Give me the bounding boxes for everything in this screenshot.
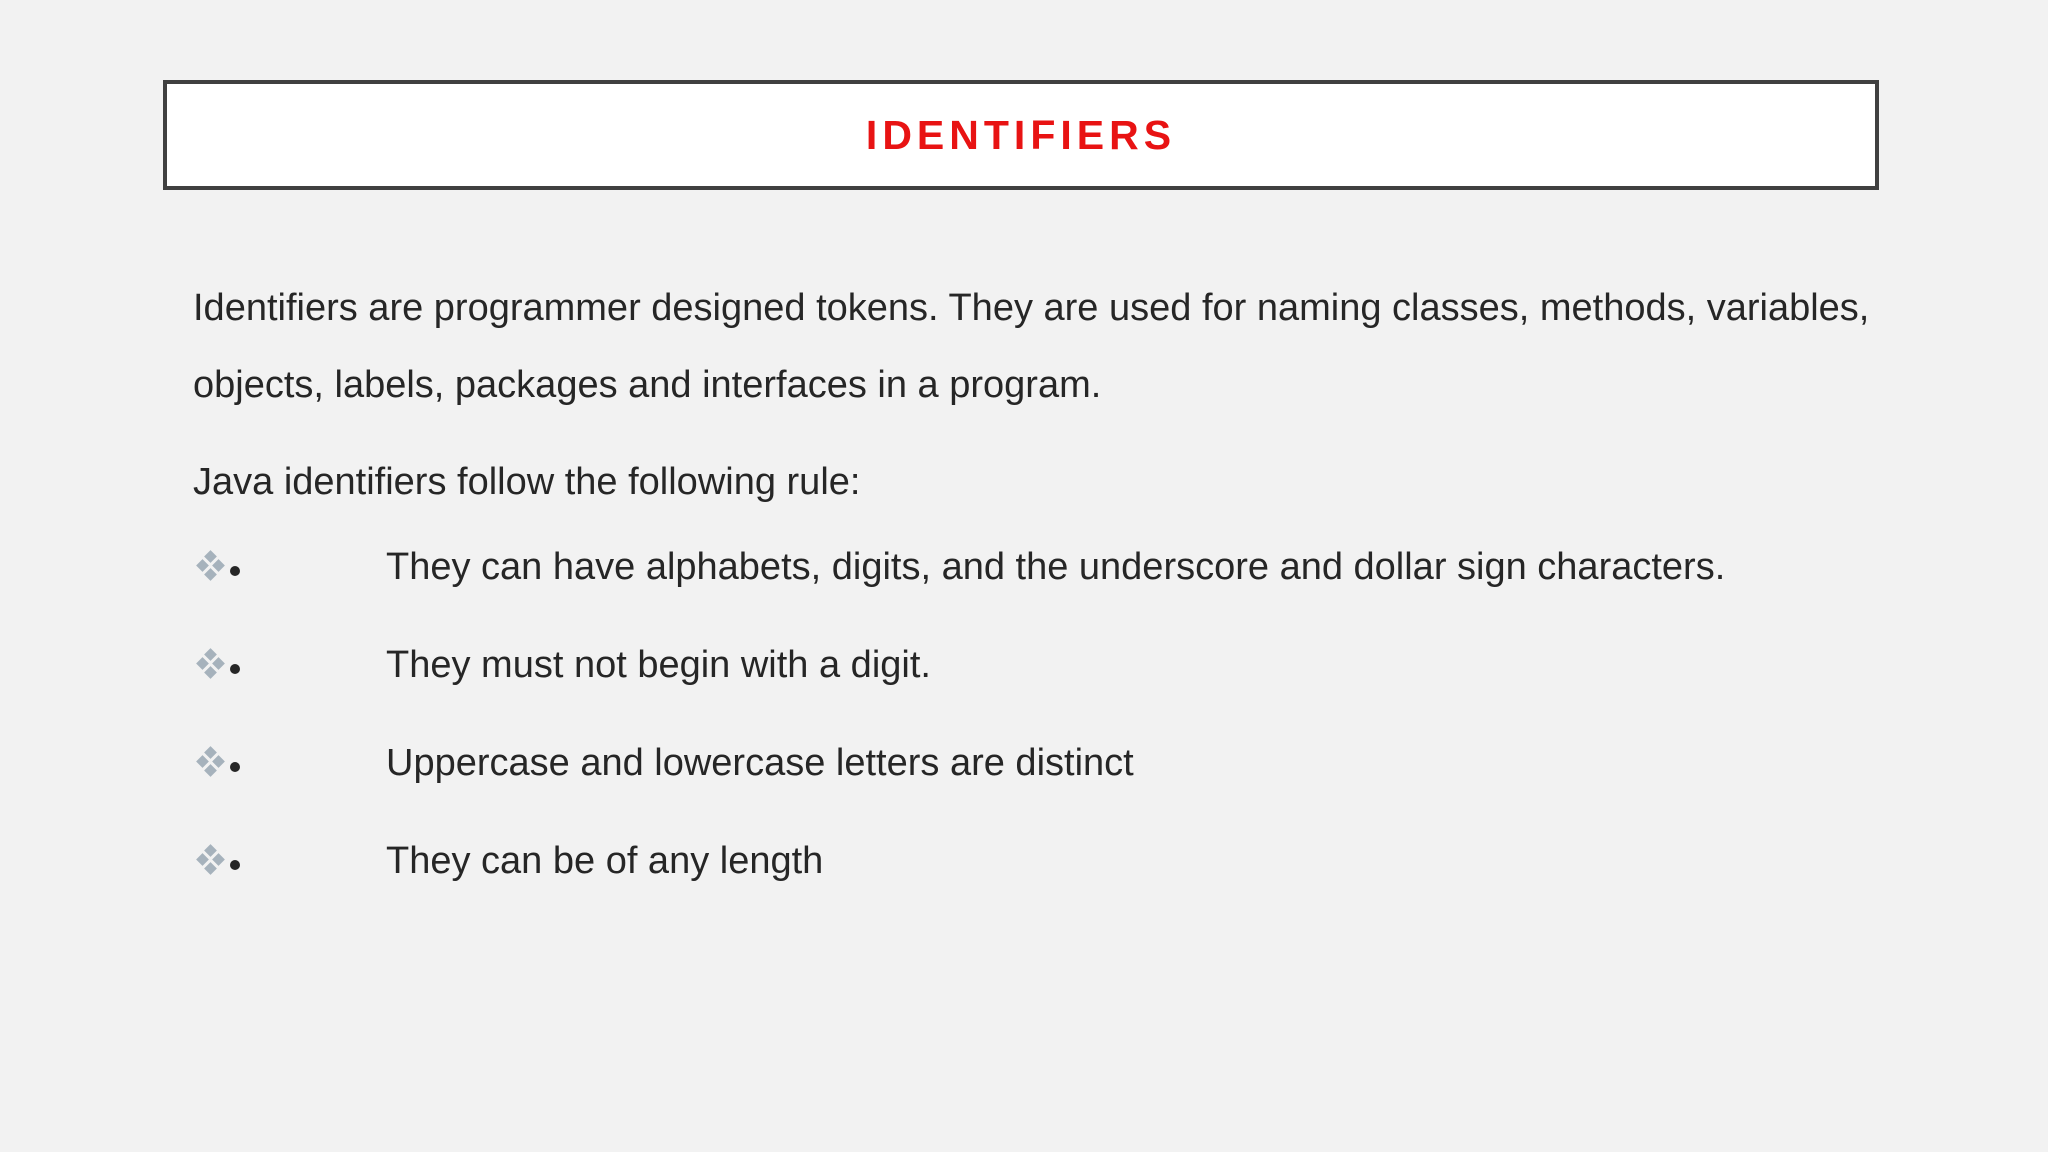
four-diamond-icon xyxy=(196,747,226,777)
rule-text: They can have alphabets, digits, and the underscore and dollar sign characters. xyxy=(386,546,1726,588)
list-item xyxy=(193,542,1893,640)
rule-text: They must not begin with a digit. xyxy=(386,644,931,686)
bullet-marks xyxy=(196,747,240,777)
bullet-dot-icon xyxy=(230,566,240,576)
intro-paragraph: Identifiers are programmer designed tokens. They are used for naming classes, methods, variables, objects, labels, packages and interfaces in a program. xyxy=(193,287,1870,406)
bullet-dot-icon xyxy=(230,762,240,772)
list-item xyxy=(193,836,1893,934)
four-diamond-icon xyxy=(196,649,226,679)
slide-title: IDENTIFIERS xyxy=(865,111,1177,158)
list-item xyxy=(193,640,1893,738)
slide-content xyxy=(193,270,1893,934)
rule-text: Uppercase and lowercase letters are distinct xyxy=(386,742,1134,784)
rule-intro: Java identifiers follow the following rule: xyxy=(193,461,861,503)
four-diamond-icon xyxy=(196,845,226,875)
bullet-dot-icon xyxy=(230,860,240,870)
rule-text: They can be of any length xyxy=(386,840,824,882)
bullet-dot-icon xyxy=(230,664,240,674)
list-item xyxy=(193,738,1893,836)
bullet-marks xyxy=(196,551,240,581)
bullet-marks xyxy=(196,845,240,875)
title-box xyxy=(163,80,1879,190)
bullet-marks xyxy=(196,649,240,679)
rules-list xyxy=(193,542,1893,934)
four-diamond-icon xyxy=(196,551,226,581)
